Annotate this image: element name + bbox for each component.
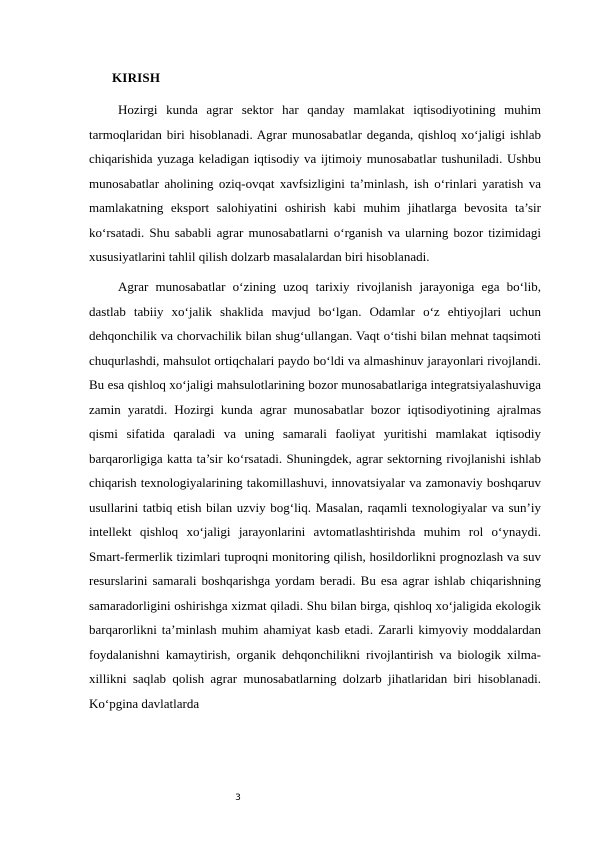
- paragraph-2: Agrar munosabatlar o‘zining uzoq tarixiy rivojlanish jarayoniga ega bo‘lib, dastlab tabiiy xo‘jalik shaklida mavjud bo‘lgan. Odamlar o‘z ehtiyojlari uchun dehqonchilik va chorvachilik bilan shug‘ullangan. Vaqt o‘tishi bilan mehnat taqsimoti chuqurlashdi, mahsulot ortiqchalari paydo bo‘ldi va almashinuv jarayonlari rivojlandi. Bu esa qishloq xo‘jaligi mahsulotlarining bozor munosabatlariga integratsiyalashuviga zamin yaratdi. Hozirgi kunda agrar munosabatlar bozor iqtisodiyotining ajralmas qismi sifatida qaraladi va uning samarali faoliyat yuritishi mamlakat iqtisodiy barqarorligiga katta ta’sir ko‘rsatadi. Shuningdek, agrar sektorning rivojlanishi ishlab chiqarish texnologiyalarining takomillashuvi, innovatsiyalar va zamonaviy boshqaruv usullarini tatbiq etish bilan uzviy bog‘liq. Masalan, raqamli texnologiyalar va sun’iy intellekt qishloq xo‘jaligi jarayonlarini avtomatlashtirishda muhim rol o‘ynaydi. Smart-fermerlik tizimlari tuproqni monitoring qilish, hosildorlikni prognozlash va suv resurslarini samarali boshqarishga yordam beradi. Bu esa agrar ishlab chiqarishning samaradorligini oshirishga xizmat qiladi. Shu bilan birga, qishloq xo‘jaligida ekologik barqarorlikni ta’minlash muhim ahamiyat kasb etadi. Zararli kimyoviy moddalardan foydalanishni kamaytirish, organik dehqonchilikni rivojlantirish va biologik xilma-xillikni saqlab qolish agrar munosabatlarning dolzarb jihatlaridan biri hisoblanadi. Ko‘pgina davlatlarda: [89, 279, 541, 711]
- section-heading: KIRISH: [112, 70, 161, 85]
- paragraph-1: Hozirgi kunda agrar sektor har qanday mamlakat iqtisodiyotining muhim tarmoqlaridan biri hisoblanadi. Agrar munosabatlar deganda, qishloq xo‘jaligi ishlab chiqarishida yuzaga keladigan iqtisodiy va ijtimoiy munosabatlar tushuniladi. Ushbu munosabatlar aholining oziq-ovqat xavfsizligini ta’minlash, ish o‘rinlari yaratish va mamlakatning eksport salohiyatini oshirish kabi muhim jihatlarga bevosita ta’sir ko‘rsatadi. Shu sababli agrar munosabatlarni o‘rganish va ularning bozor tizimidagi xususiyatlarini tahlil qilish dolzarb masalalardan biri hisoblanadi.: [89, 102, 541, 264]
- page-number: 3: [235, 793, 241, 803]
